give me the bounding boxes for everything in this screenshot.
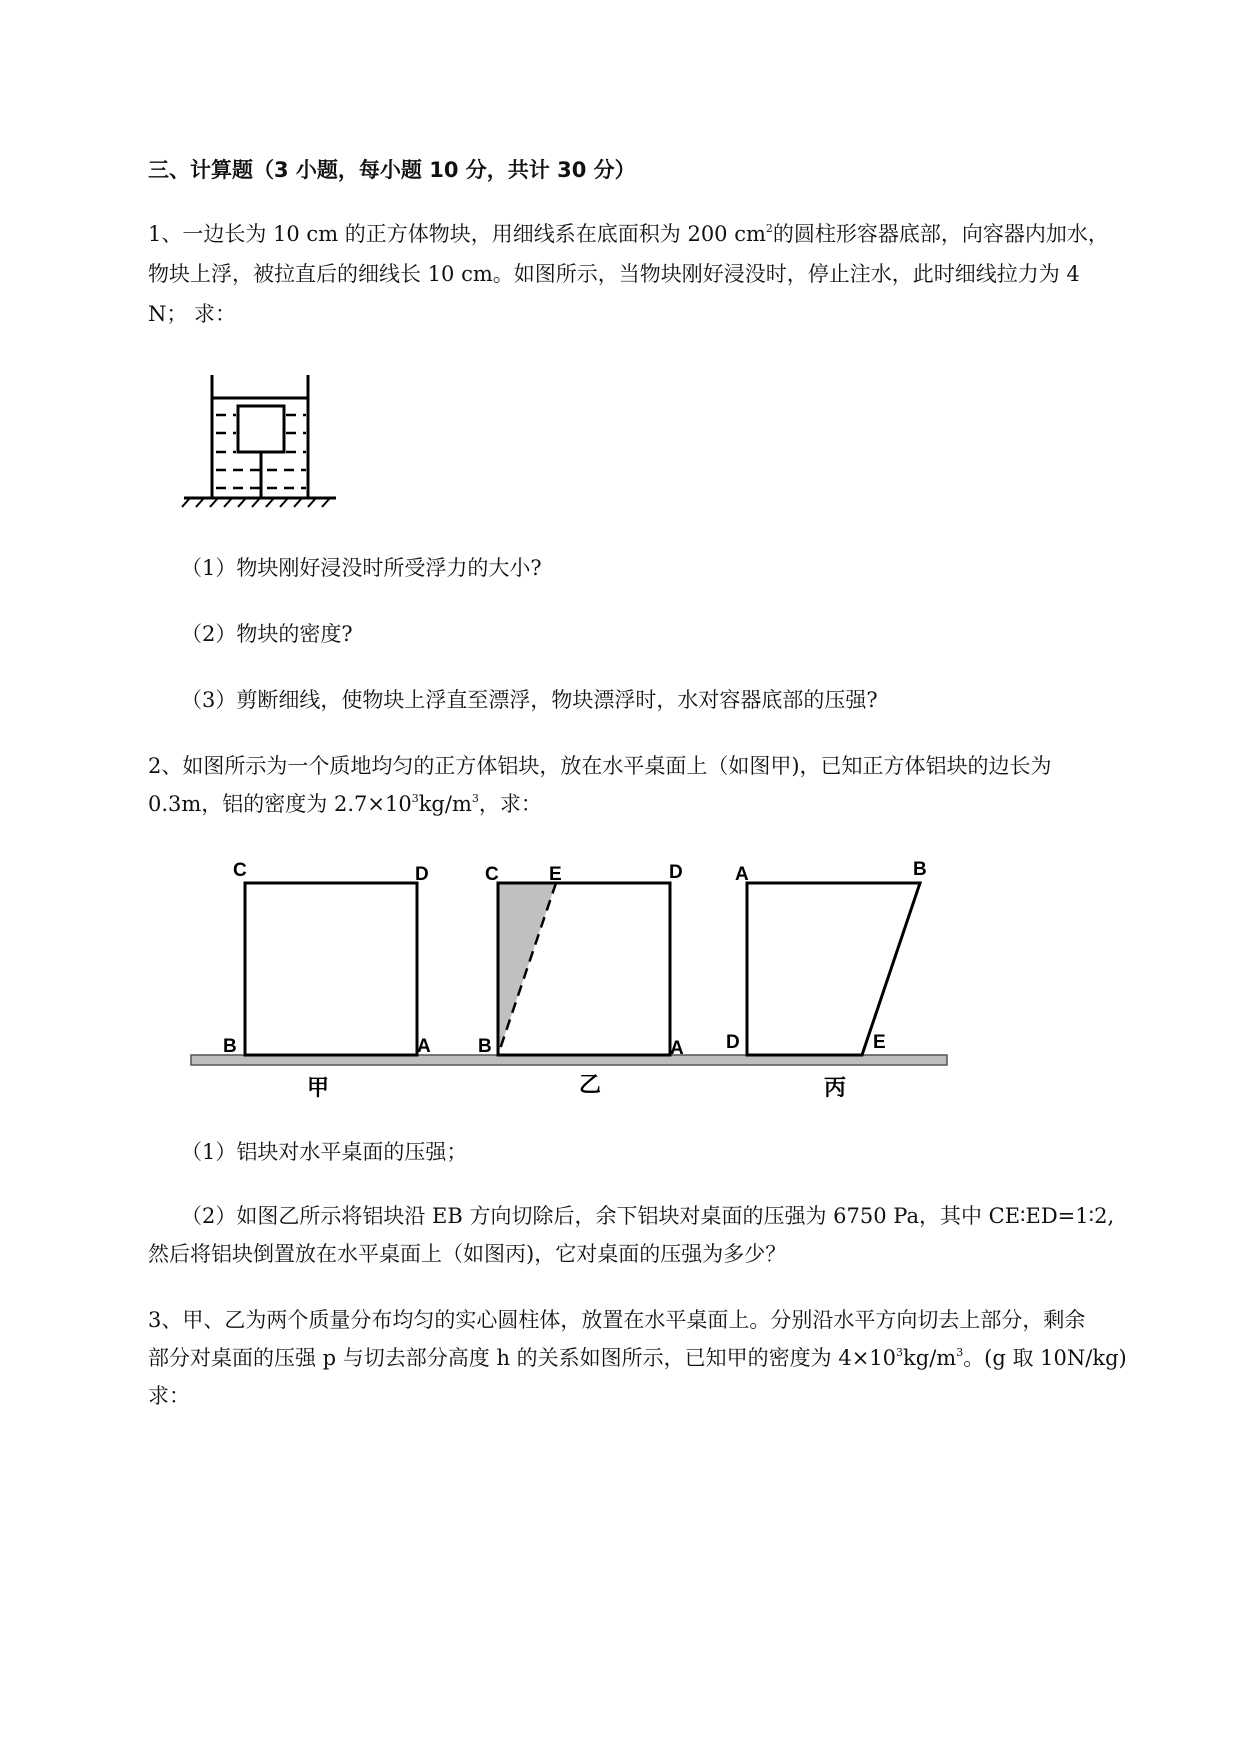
- q3-line-2-sup-1: 3: [896, 1346, 904, 1359]
- q2-line-2-sup-1: 3: [411, 792, 419, 805]
- q1-container-figure: [176, 370, 346, 510]
- yi-label-d: D: [669, 862, 683, 883]
- q2-line-2-b: kg/m: [418, 792, 472, 816]
- yi-label-c: C: [485, 864, 499, 885]
- yi-label-e: E: [549, 864, 562, 885]
- q1-sub-2: （2）物块的密度?: [181, 622, 353, 646]
- bing-label-e: E: [873, 1032, 886, 1053]
- q1-line-2: 物块上浮，被拉直后的细线长 10 cm。如图所示，当物块刚好浸没时，停止注水，此时细线拉力为 4: [148, 262, 1080, 286]
- q1-sub-1: （1）物块刚好浸没时所受浮力的大小?: [181, 556, 542, 580]
- yi-caption: 乙: [578, 1072, 602, 1097]
- jia-label-c: C: [233, 860, 247, 881]
- q3-line-2-b: kg/m: [903, 1346, 957, 1370]
- q2-line-1: 2、如图所示为一个质地均匀的正方体铝块，放在水平桌面上（如图甲)，已知正方体铝块的边长为: [148, 754, 1052, 778]
- jia-caption: 甲: [306, 1075, 330, 1100]
- q3-line-3: 求：: [148, 1384, 190, 1408]
- q3-line-2: [148, 1342, 1173, 1375]
- q2-sub-1: （1）铝块对水平桌面的压强；: [181, 1140, 468, 1164]
- q1-line-3: N； 求：: [148, 302, 237, 326]
- q2-sub-2-line-2: 然后将铝块倒置放在水平桌面上（如图丙)，它对桌面的压强为多少？: [148, 1242, 787, 1266]
- bing-caption: 丙: [823, 1075, 847, 1100]
- q3-line-2-sup-2: 3: [956, 1346, 964, 1359]
- block-bing: [747, 883, 920, 1055]
- yi-label-a: A: [670, 1038, 684, 1059]
- q2-line-2: [148, 788, 1173, 821]
- q1-line-1-a: 1、一边长为 10 cm 的正方体物块，用细线系在底面积为 200 cm: [148, 222, 766, 246]
- bing-label-d: D: [726, 1032, 740, 1053]
- q3-line-2-a: 部分对桌面的压强 p 与切去部分高度 h 的关系如图所示，已知甲的密度为 4×10: [148, 1346, 897, 1370]
- jia-label-b: B: [223, 1036, 237, 1057]
- q3-line-2-c: 。(g 取 10N/kg): [963, 1346, 1127, 1370]
- q2-line-2-sup-2: 3: [471, 792, 479, 805]
- q1-line-1: [148, 218, 1173, 251]
- section-title: 三、计算题（3 小题，每小题 10 分，共计 30 分）: [148, 158, 636, 182]
- bing-label-a: A: [735, 864, 749, 885]
- q1-line-1-sup: 2: [765, 222, 773, 235]
- q2-sub-2-line-1: （2）如图乙所示将铝块沿 EB 方向切除后，余下铝块对桌面的压强为 6750 Pa，其中 CE∶ED=1∶2,: [181, 1204, 1115, 1228]
- yi-label-b: B: [478, 1036, 492, 1057]
- jia-label-d: D: [415, 864, 429, 885]
- q1-line-1-b: 的圆柱形容器底部，向容器内加水，: [772, 222, 1109, 246]
- q1-sub-3: （3）剪断细线，使物块上浮直至漂浮，物块漂浮时，水对容器底部的压强?: [181, 688, 878, 712]
- block-jia: [245, 883, 417, 1055]
- bing-label-b: B: [913, 859, 927, 880]
- q2-line-2-c: ，求：: [478, 792, 542, 816]
- q2-line-2-a: 0.3m，铝的密度为 2.7×10: [148, 792, 412, 816]
- q2-aluminum-block-figure: [185, 850, 955, 1110]
- jia-label-a: A: [417, 1036, 431, 1057]
- q3-line-1: 3、甲、乙为两个质量分布均匀的实心圆柱体，放置在水平桌面上。分别沿水平方向切去上部分，剩余: [148, 1308, 1086, 1332]
